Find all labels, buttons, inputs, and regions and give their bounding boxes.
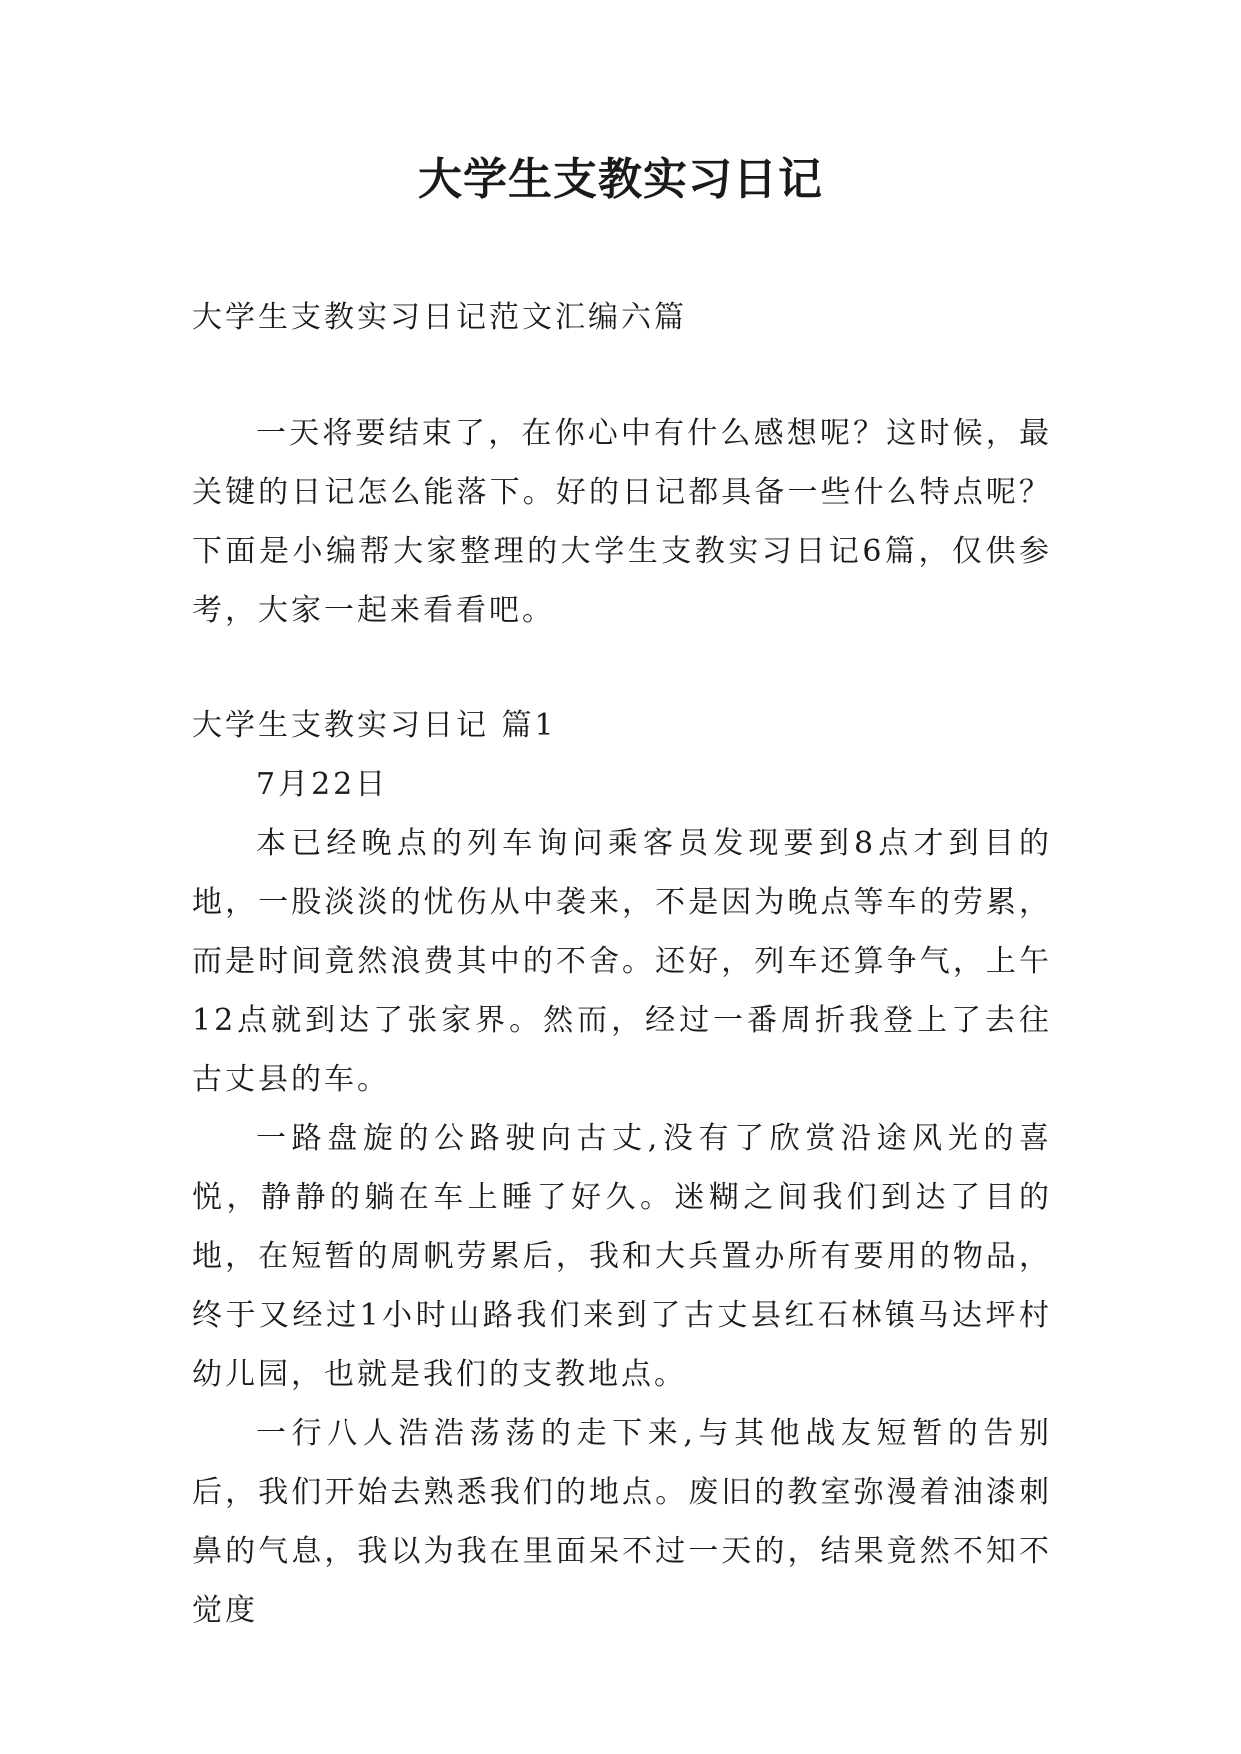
section-heading: 大学生支教实习日记 篇1: [192, 708, 557, 743]
body-paragraph: 一行八人浩浩荡荡的走下来,与其他战友短暂的告别后，我们开始去熟悉我们的地点。废旧的教室弥漫着油漆刺鼻的气息，我以为我在里面呆不过一天的，结果竟然不知不觉度: [192, 1416, 1052, 1628]
document-body: [192, 288, 1052, 1640]
document-subtitle: 大学生支教实习日记范文汇编六篇: [192, 300, 687, 335]
diary-date: 7月22日: [256, 767, 389, 802]
intro-paragraph: 一天将要结束了，在你心中有什么感想呢？这时候，最关键的日记怎么能落下。好的日记都具备一些什么特点呢？下面是小编帮大家整理的大学生支教实习日记6篇，仅供参考，大家一起来看看吧。: [192, 416, 1052, 628]
document-title: 大学生支教实习日记: [418, 154, 823, 205]
body-paragraph: 一路盘旋的公路驶向古丈,没有了欣赏沿途风光的喜悦，静静的躺在车上睡了好久。迷糊之间我们到达了目的地，在短暂的周帆劳累后，我和大兵置办所有要用的物品，终于又经过1小时山路我们来到了古丈县红石林镇马达坪村幼儿园，也就是我们的支教地点。: [192, 1121, 1052, 1392]
body-paragraph: 本已经晚点的列车询问乘客员发现要到8点才到目的地，一股淡淡的忧伤从中袭来，不是因为晚点等车的劳累，而是时间竟然浪费其中的不舍。还好，列车还算争气，上午12点就到达了张家界。然而，经过一番周折我登上了去往古丈县的车。: [192, 826, 1052, 1097]
